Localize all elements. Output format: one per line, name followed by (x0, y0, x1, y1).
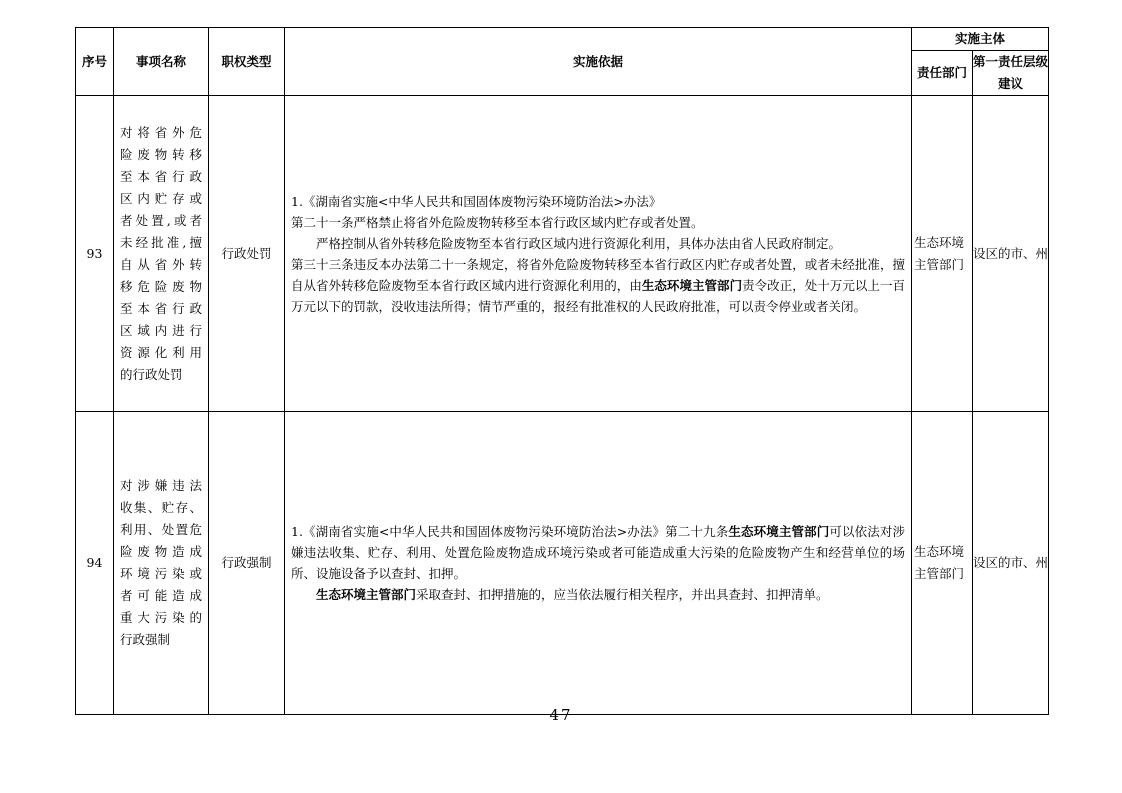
table-row (76, 412, 1049, 715)
row-type: 行政强制 (209, 412, 285, 715)
header-basis: 实施依据 (285, 28, 912, 96)
row-item-name: 对将省外危 险废物转移 至本省行政 区内贮存或 者处置,或者 未经批准,擅 自从省外转 移危险废物 至本省行政 区域内进行 资源化利用 的行政处罚 (114, 96, 209, 412)
header-dept: 责任部门 (912, 51, 973, 96)
row-basis: 1.《湖南省实施<中华人民共和国固体废物污染环境防治法>办法》 第二十一条严格禁止将省外危险废物转移至本省行政区域内贮存或者处置。 严格控制从省外转移危险废物至本省行政区域内进行资源化利用，具体办法由省人民政府制定。 第三十三条违反本办法第二十一条规定，将省外危险废物转移至本省行政区内贮存或者处置，或者未经批准，擅自从省外转移危险废物至本省行政区域内进行资源化利用的，由生态环境主管部门责令改正，处十万元以上一百万元以下的罚款，没收违法所得；情节严重的，报经有批准权的人民政府批准，可以责令停业或者关闭。 (285, 96, 912, 412)
row-type: 行政处罚 (209, 96, 285, 412)
header-type: 职权类型 (209, 28, 285, 96)
row-dept: 生态环境主管部门 (912, 96, 973, 412)
row-basis: 1.《湖南省实施<中华人民共和国固体废物污染环境防治法>办法》第二十九条生态环境主管部门可以依法对涉嫌违法收集、贮存、利用、处置危险废物造成环境污染或者可能造成重大污染的危险废物产生和经营单位的场所、设施设备予以查封、扣押。 生态环境主管部门采取查封、扣押措施的，应当依法履行相关程序，并出具查封、扣押清单。 (285, 412, 912, 715)
header-seq: 序号 (76, 28, 114, 96)
page-number: － 47 － (525, 706, 597, 724)
row-seq: 94 (76, 412, 114, 715)
row-dept: 生态环境主管部门 (912, 412, 973, 715)
row-seq: 93 (76, 96, 114, 412)
table-row (76, 96, 1049, 412)
row-level: 设区的市、州 (973, 96, 1049, 412)
header-name: 事项名称 (114, 28, 209, 96)
header-level: 第一责任层级建议 (973, 51, 1049, 96)
row-level: 设区的市、州 (973, 412, 1049, 715)
row-item-name: 对涉嫌违法 收集、贮存、 利用、处置危 险废物造成 环境污染或 者可能造成 重大污染的 行政强制 (114, 412, 209, 715)
header-subject: 实施主体 (912, 28, 1049, 51)
document-table (75, 27, 1049, 715)
